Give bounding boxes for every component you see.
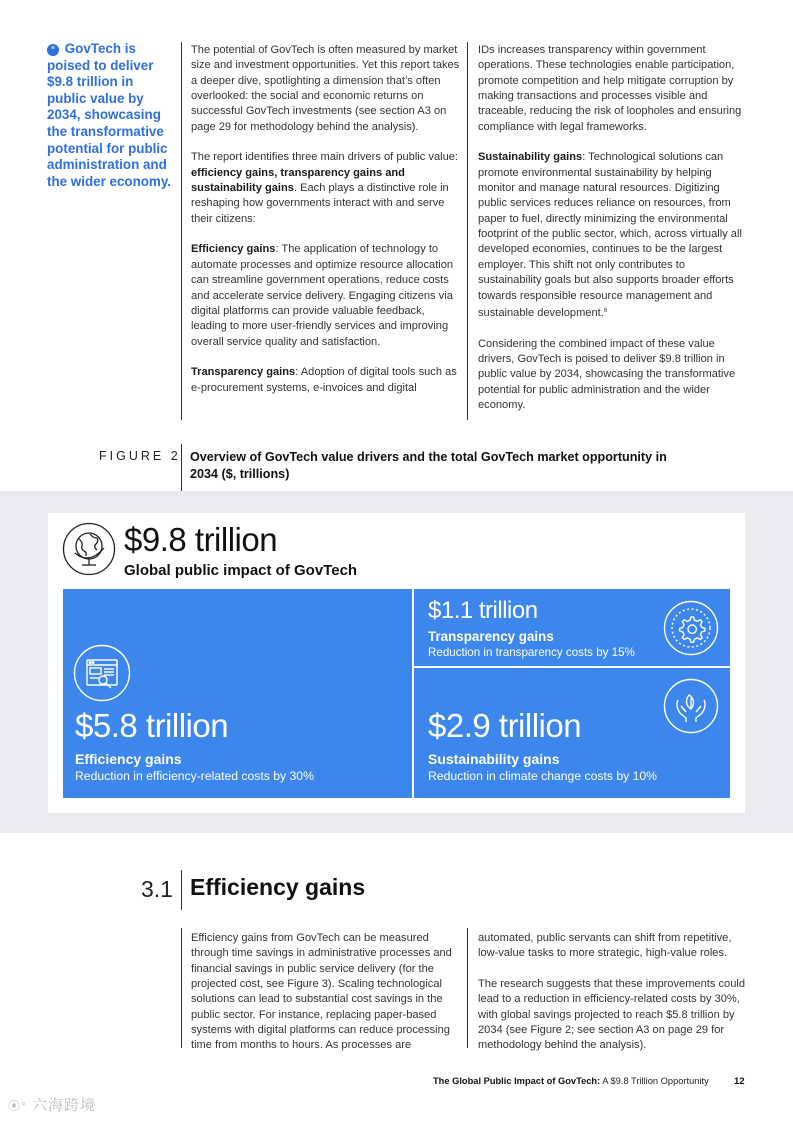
pull-quote-text: GovTech is poised to deliver $9.8 trillion in public value by 2034, showcasing the transformative potential for public administration and the wider economy. <box>47 41 172 189</box>
gear-icon <box>663 600 719 656</box>
efficiency-desc: Reduction in efficiency-related costs by 30% <box>75 769 314 783</box>
column-divider <box>467 928 468 1048</box>
intro-paragraph: The report identifies three main drivers of public value: efficiency gains, transparency gains and sustainability gains. Each plays a distinctive role in reshaping how governments interact with and serve their citizens: <box>191 151 458 225</box>
section-column-2 <box>478 931 750 1069</box>
section-column-1 <box>191 931 463 1069</box>
sustainability-panel <box>414 668 730 798</box>
transparency-amount: $1.1 trillion <box>428 597 538 624</box>
footnote-ref: 6 <box>603 307 608 314</box>
pull-quote <box>47 41 175 190</box>
transparency-paragraph: Transparency gains: Adoption of digital tools such as e-procurement systems, e-invoices and digital <box>191 366 457 394</box>
page-number: 12 <box>734 1076 745 1087</box>
efficiency-amount: $5.8 trillion <box>75 707 229 744</box>
figure-title: Overview of GovTech value drivers and the total GovTech market opportunity in 2034 ($, trillions) <box>190 450 667 481</box>
section-paragraph: The research suggests that these improvements could lead to a reduction in efficiency-related costs by 30%, with global savings projected to reach $5.8 trillion by 2034 (see Figure 2; see section A3 on page 29 for methodology behind the analysis). <box>478 978 746 1052</box>
section-paragraph: Efficiency gains from GovTech can be measured through time savings in administrative processes and financial savings in public service delivery (for the projected cost, see Figure 3). Scaling technological solutions can lead to substantial cost savings in the public sector. For instance, replacing paper-based systems with digital platforms can reduce processing time from months to hours. As processes are <box>191 932 452 1052</box>
footer-title: The Global Public Impact of GovTech: A $9.8 Trillion Opportunity <box>433 1076 709 1086</box>
column-divider <box>467 42 468 420</box>
column-divider <box>181 928 182 1048</box>
sustainability-amount: $2.9 trillion <box>428 707 582 744</box>
sustainability-desc: Reduction in climate change costs by 10% <box>428 769 657 783</box>
efficiency-paragraph: Efficiency gains: The application of technology to automate processes and optimize resource allocation can streamline government operations, reduce costs and accelerate service delivery. Engaging citizens via digital platforms can provide valuable feedback, leading to more user-friendly services and improving overall service quality and satisfaction. <box>191 243 454 348</box>
sustainability-paragraph: Sustainability gains: Technological solutions can promote environmental sustainability by helping monitor and manage natural resources. Digitizing public services reduces reliance on resources, from paper to fuel, directly minimizing the environmental footprint of the public sector, which, across virtually all developed economies, continues to be the largest employer. This shift not only contributes to sustainability goals but also supports broader efforts towards responsible resource management and sustainable development.$^6$ <box>478 151 742 319</box>
watermark: ⦿° 六海跨境 <box>8 1097 96 1114</box>
section-paragraph: automated, public servants can shift from repetitive, low-value tasks to more strategic, high-value roles. <box>478 932 732 960</box>
browser-search-icon <box>73 644 131 702</box>
total-amount: $9.8 trillion <box>124 521 278 558</box>
conclusion-paragraph: Considering the combined impact of these value drivers, GovTech is poised to deliver $9.8 trillion in public value by 2034, showcasing the transformative potential for public administration and the wider economy. <box>478 337 736 411</box>
intro-paragraph: The potential of GovTech is often measured by market size and investment opportunities. Yet this report takes a deeper dive, spotlighting a dimension that’s often overlooked: the social and economic returns on successful GovTech investments (see section A3 on page 29 for methodology behind the analysis). <box>191 44 460 133</box>
transparency-label: Transparency gains <box>428 629 554 644</box>
section-divider <box>181 870 182 910</box>
efficiency-label: Efficiency gains <box>75 751 182 767</box>
watermark-logo-icon: ⦿° <box>8 1099 27 1113</box>
intro-column-1 <box>191 43 461 411</box>
transparency-desc: Reduction in transparency costs by 15% <box>428 646 635 659</box>
column-divider <box>181 42 182 420</box>
figure-label: FIGURE 2 <box>99 449 181 463</box>
intro-column-2 <box>478 43 750 429</box>
quote-mark-icon: “ <box>47 44 59 56</box>
section-title: Efficiency gains <box>190 874 366 900</box>
transparency-panel <box>414 589 730 666</box>
section-number: 3.1 <box>141 876 173 902</box>
efficiency-panel <box>63 589 412 798</box>
globe-icon <box>62 522 116 576</box>
hands-leaf-icon <box>663 678 719 734</box>
total-label: Global public impact of GovTech <box>124 562 358 579</box>
transparency-continued-paragraph: IDs increases transparency within government operations. These technologies enable participation, promote competition and help mitigate corruption by making transactions and processes visible and traceable, reducing the risk of loopholes and ensuring compliance with legal frameworks. <box>478 44 742 133</box>
sustainability-label: Sustainability gains <box>428 751 560 767</box>
figure-divider <box>181 444 182 491</box>
